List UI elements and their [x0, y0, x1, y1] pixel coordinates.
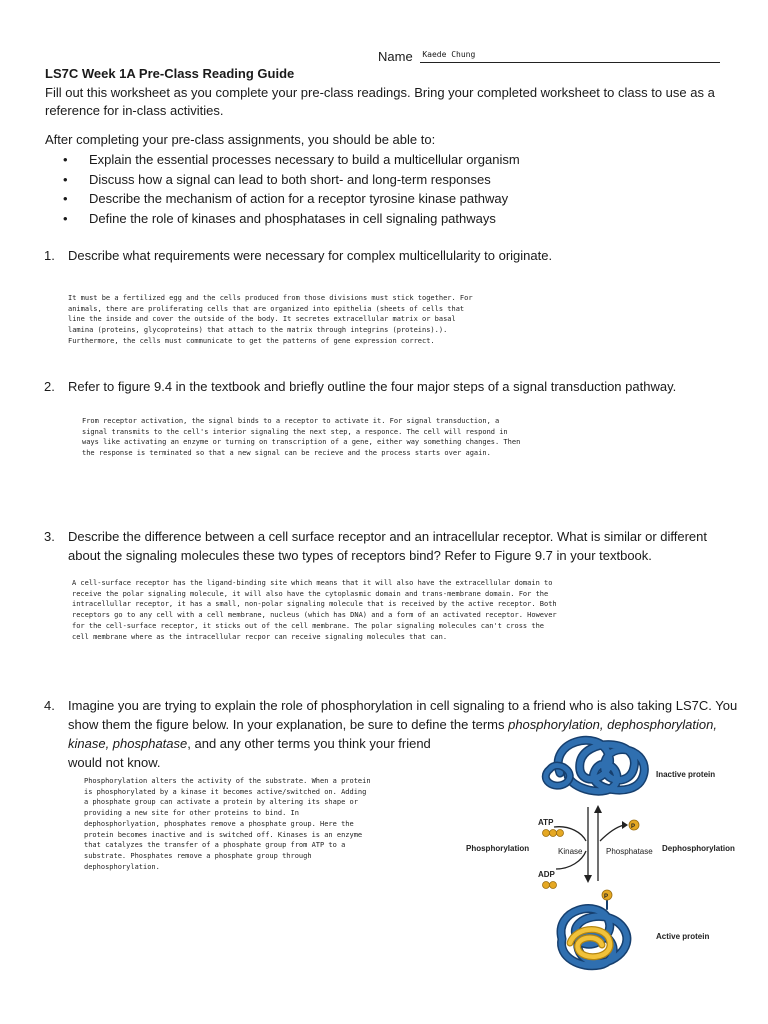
active-protein-icon [561, 899, 627, 966]
objectives-list [63, 150, 520, 228]
objective-text: Discuss how a signal can lead to both short- and long-term responses [89, 171, 491, 187]
objectives-heading: After completing your pre-class assignments, you should be able to: [45, 132, 436, 147]
question-1 [44, 246, 744, 266]
objective-text: Explain the essential processes necessary to build a multicellular organism [89, 152, 520, 167]
atp-label: ATP [538, 818, 554, 827]
phosphorylation-label: Phosphorylation [466, 844, 530, 853]
question-text-line: about the signaling molecules these two types of receptors bind? Refer to Figure 9.7 in your textbook. [68, 548, 652, 563]
question-text: Describe what requirements were necessary for complex multicellularity to originate. [68, 248, 553, 263]
name-label: Name [378, 49, 413, 64]
kinase-label: Kinase [558, 847, 583, 856]
phosphorylation-figure [458, 729, 768, 977]
phosphorylation-diagram [458, 729, 768, 977]
name-value: Kaede Chung [422, 50, 476, 59]
name-row [378, 48, 720, 64]
question-text-line: show them the figure below. In your explanation, be sure to define the terms [68, 717, 509, 732]
reaction-arrows [554, 805, 628, 883]
adp-icon [538, 870, 557, 889]
answer-4[interactable]: Phosphorylation alters the activity of the substrate. When a protein is phosphorylated by a kinase it becomes active/switched on. Adding a phosphate group can activate a protein by altering its shape or providing a new site for other proteins to bind. In dephosphorlyation, phosphates remove a phosphate group. Here the protein becomes inactive and is switched off. Kinases is an enzyme that catalyzes the transfer of a phosphate group from ATP to a substrate. Phosphates remove a phosphate group through dephosphorylation. [84, 777, 371, 871]
active-protein-label: Active protein [656, 932, 710, 941]
phosphate-label: P [631, 824, 636, 830]
page-title: LS7C Week 1A Pre-Class Reading Guide [45, 66, 295, 81]
question-number: 2. [44, 379, 55, 394]
objective-item [63, 189, 520, 209]
inactive-protein-label: Inactive protein [656, 770, 716, 779]
phosphate-release-curve [600, 825, 624, 841]
question-text-line: would not know. [68, 755, 161, 770]
question-term: kinase, phosphatase [68, 736, 188, 751]
question-2 [44, 377, 744, 397]
name-field[interactable] [420, 50, 720, 63]
answer-2[interactable]: From receptor activation, the signal binds to a receptor to activate it. For signal transduction, a signal transmits to the cell's interior signaling the next step, a responce. The cell will respond in ways like activating an enzyme or turning on transcription of a gene, either way something changes. Then the response is terminated so that a new signal can be recieve and the process starts over again. [82, 417, 521, 458]
answer-3[interactable]: A cell-surface receptor has the ligand-binding site which means that it will also have the extracellular domain to receive the polar signaling molecule, it will also have the cytoplasmic domain and trans-membrane domain. For the intracellullar receptor, it has a small, non-polar signaling molecule that is received by the active receptor. Both receptors go to any cell with a cell membrane, nucleus (which has DNA) and a form of an activated receptor. However for the cell-surface receptor, it sticks out of the cell membrane. The polar signaling molecules can't cross the cell membrane where as the intracellular recpor can receive signaling molecules that can. [72, 579, 557, 641]
adp-label: ADP [538, 870, 555, 879]
question-text [68, 527, 707, 565]
question-3 [44, 527, 744, 567]
attached-phosphate-icon [602, 890, 612, 900]
objective-text: Describe the mechanism of action for a receptor tyrosine kinase pathway [89, 191, 509, 206]
question-text-line: , and any other terms you think your friend [187, 736, 431, 751]
question-term: phosphorylation, dephosphorylation, [508, 717, 717, 732]
question-text-line: Describe the difference between a cell surface receptor and an intracellular receptor. What is similar or different [68, 529, 708, 544]
objective-text: Define the role of kinases and phosphatases in cell signaling pathways [89, 210, 496, 226]
objective-item [63, 150, 520, 170]
question-number: 4. [44, 698, 55, 713]
inactive-protein-icon [546, 740, 645, 791]
question-number: 3. [44, 529, 55, 544]
objective-item [63, 170, 520, 190]
intro-text: Fill out this worksheet as you complete your pre-class readings. Bring your completed worksheet to class to use as a reference for in-class activities. [45, 85, 715, 118]
phosphatase-label: Phosphatase [606, 847, 653, 856]
dephosphorylation-label: Dephosphorylation [662, 844, 735, 853]
objective-item [63, 209, 520, 229]
question-text: Refer to figure 9.4 in the textbook and briefly outline the four major steps of a signal transduction pathway. [68, 379, 677, 394]
phosphate-label: P [604, 894, 609, 900]
answer-1[interactable]: It must be a fertilized egg and the cells produced from those divisions must stick together. For animals, there are proliferating cells that are organized into epithelia (sheets of cells that line the inside and cover the outside of the body. It secretes extracellular matrix or basal lamina (proteins, glycoproteins) that attach to the matrix through integrins (proteins).). Furthermore, the cells must communicate to get the patterns of gene expression correct. [68, 294, 473, 345]
question-text-line: Imagine you are trying to explain the role of phosphorylation in cell signaling to a friend who is also taking LS7C. You [68, 698, 738, 713]
released-phosphate-icon [629, 820, 639, 830]
question-number: 1. [44, 248, 55, 263]
